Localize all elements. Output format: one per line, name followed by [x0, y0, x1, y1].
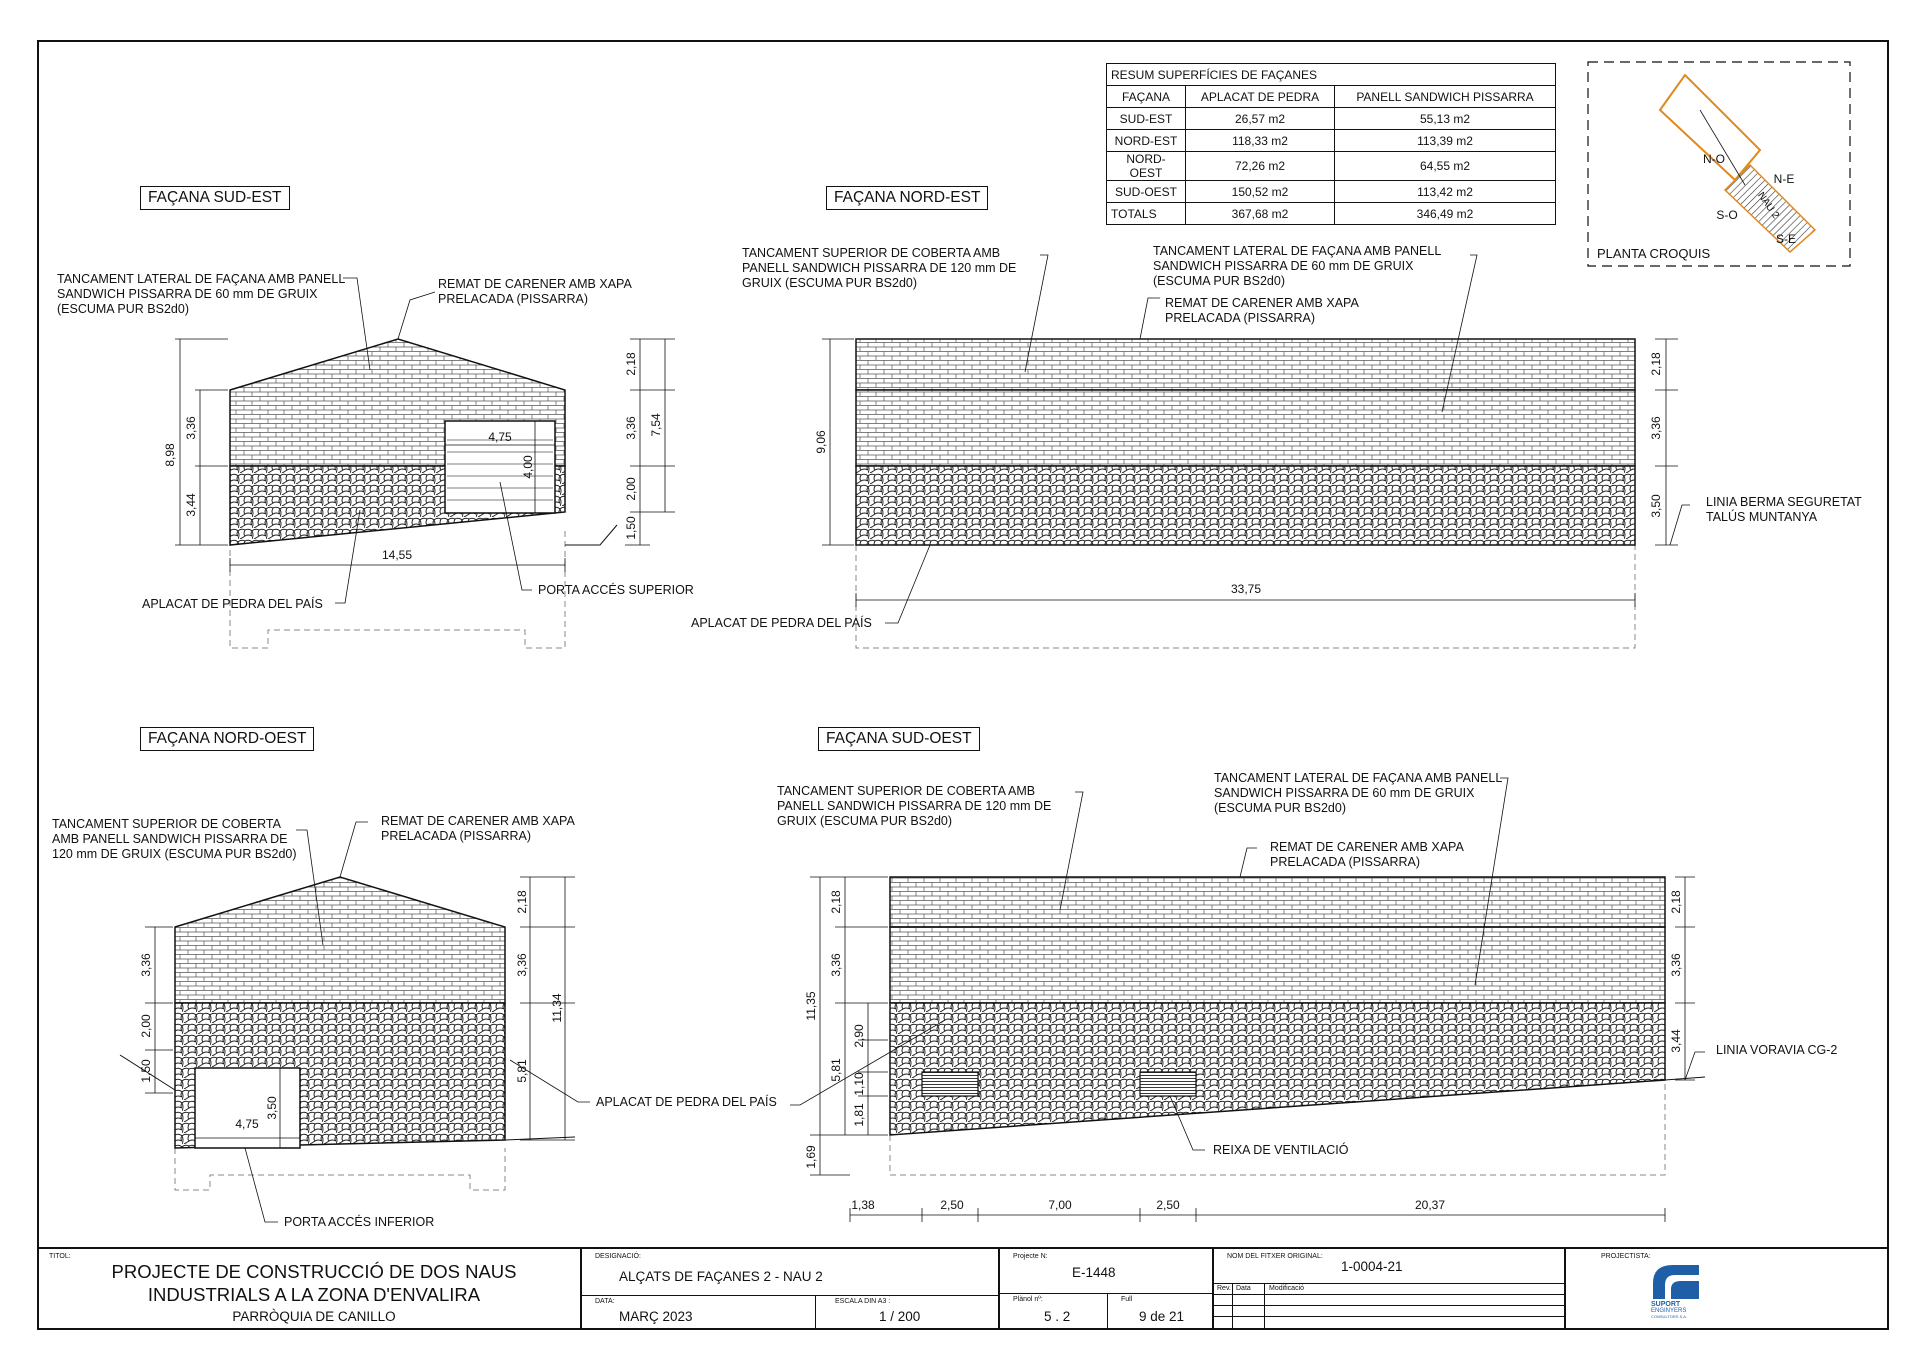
table-row — [1107, 203, 1556, 225]
tb-fitxer-label: NOM DEL FITXER ORIGINAL: — [1227, 1253, 1323, 1260]
dim-no-l-mid: 2,00 — [139, 1014, 153, 1038]
tb-designacio: ALÇATS DE FAÇANES 2 - NAU 2 — [619, 1269, 823, 1284]
dim-no-r-roof: 2,18 — [515, 890, 529, 914]
tb-full-label: Full — [1121, 1296, 1133, 1303]
dim-no-r-total: 11,34 — [550, 993, 564, 1023]
callout-sud-est-lateral: TANCAMENT LATERAL DE FAÇANA AMB PANELL SANDWICH PISSARRA DE 60 mm DE GRUIX (ESCUMA PUR BS2d0) — [57, 272, 345, 316]
dim-ne-r-roof: 2,18 — [1649, 352, 1663, 376]
dim-so-l-low: 5,81 — [829, 1058, 843, 1082]
dim-so-bottom-1: 1,38 — [851, 1198, 875, 1212]
dim-so-l-roof: 2,18 — [829, 890, 843, 914]
tb-full: 9 de 21 — [1139, 1309, 1185, 1324]
tb-projectista-label: PROJECTISTA: — [1601, 1253, 1651, 1260]
callout-sud-oest-voravia: LINIA VORAVIA CG-2 — [1716, 1043, 1838, 1057]
dim-se-door-h: 4,00 — [521, 455, 535, 479]
croquis-se: S-E — [1775, 232, 1797, 246]
cell: 150,52 m2 — [1186, 181, 1335, 203]
callout-nord-est-lateral: TANCAMENT LATERAL DE FAÇANA AMB PANELL SANDWICH PISSARRA DE 60 mm DE GRUIX (ESCUMA PUR BS2d0) — [1153, 244, 1441, 288]
dim-so-bottom-4: 2,50 — [1156, 1198, 1180, 1212]
callout-sud-oest-lateral: TANCAMENT LATERAL DE FAÇANA AMB PANELL SANDWICH PISSARRA DE 60 mm DE GRUIX (ESCUMA PUR BS2d0) — [1214, 771, 1502, 815]
callout-nord-est-remat: REMAT DE CARENER AMB XAPA PRELACADA (PISSARRA) — [1165, 296, 1359, 325]
cell: 55,13 m2 — [1335, 108, 1556, 130]
tb-planol: 5 . 2 — [1044, 1309, 1071, 1324]
tb-fitxer: 1-0004-21 — [1341, 1259, 1403, 1274]
dim-no-l-upper: 3,36 — [139, 953, 153, 977]
cell: 72,26 m2 — [1186, 152, 1335, 181]
dim-se-width: 14,55 — [381, 548, 413, 562]
dim-no-r-mid: 3,36 — [515, 953, 529, 977]
tb-sep — [998, 1249, 1000, 1328]
tb-line — [1214, 1283, 1564, 1284]
dim-se-r-low: 2,00 — [624, 477, 638, 501]
tb-sep — [580, 1249, 582, 1328]
cell: 64,55 m2 — [1335, 152, 1556, 181]
croquis-so: S-O — [1716, 208, 1738, 222]
callout-nord-oest-superior: TANCAMENT SUPERIOR DE COBERTA AMB PANELL SANDWICH PISSARRA DE 120 mm DE GRUIX (ESCUMA PUR BS2d0) — [52, 817, 297, 861]
cell: 367,68 m2 — [1186, 203, 1335, 225]
tb-line — [1000, 1293, 1212, 1294]
dim-ne-total-h: 9,06 — [814, 430, 828, 454]
table-row — [1107, 130, 1556, 152]
dim-so-r-roof: 2,18 — [1669, 890, 1683, 914]
tb-escala: 1 / 200 — [879, 1309, 921, 1324]
tb-line — [1214, 1305, 1564, 1306]
dim-ne-r-low: 3,50 — [1649, 494, 1663, 518]
summary-header-panell: PANELL SANDWICH PISSARRA — [1335, 86, 1556, 108]
callout-sud-est-aplacat: APLACAT DE PEDRA DEL PAÍS — [142, 597, 323, 611]
callout-sud-oest-remat: REMAT DE CARENER AMB XAPA PRELACADA (PISSARRA) — [1270, 840, 1464, 869]
tb-escala-label: ESCALA DIN A3 : — [835, 1298, 891, 1305]
croquis-no: N-O — [1703, 152, 1725, 166]
dim-se-door-w: 4,75 — [488, 430, 512, 444]
dim-so-total-h: 11,35 — [804, 991, 818, 1021]
callout-nord-est-berma: LINIA BERMA SEGURETAT TALÚS MUNTANYA — [1706, 495, 1862, 524]
tb-line — [1214, 1316, 1564, 1317]
dim-so-l-b: 1,10 — [852, 1072, 866, 1096]
tb-modificacio-label: Modificació — [1269, 1285, 1305, 1292]
tb-planol-label: Plànol nº: — [1013, 1296, 1043, 1303]
dim-ne-r-mid: 3,36 — [1649, 416, 1663, 440]
cell: 118,33 m2 — [1186, 130, 1335, 152]
dim-so-bottom-5: 20,37 — [1414, 1198, 1446, 1212]
dim-se-r-mid: 3,36 — [624, 416, 638, 440]
croquis-ne: N-E — [1773, 172, 1795, 186]
title-sud-oest: FAÇANA SUD-OEST — [818, 727, 980, 751]
dim-so-l-d: 1,69 — [804, 1145, 818, 1169]
tb-designacio-label: DESIGNACIÓ: — [595, 1253, 641, 1260]
dim-se-r-base: 1,50 — [624, 516, 638, 540]
surface-summary-table — [1106, 63, 1556, 225]
suport-logo-icon — [1651, 1261, 1701, 1301]
cell: 26,57 m2 — [1186, 108, 1335, 130]
title-block — [39, 1247, 1887, 1328]
table-row — [1107, 181, 1556, 203]
tb-line — [1264, 1283, 1265, 1328]
callout-sud-oest-superior: TANCAMENT SUPERIOR DE COBERTA AMB PANELL SANDWICH PISSARRA DE 120 mm DE GRUIX (ESCUMA PUR BS2d0) — [777, 784, 1052, 828]
summary-table-title: RESUM SUPERFÍCIES DE FAÇANES — [1107, 64, 1556, 86]
cell: SUD-EST — [1107, 108, 1186, 130]
logo-text-2: ENGINYERS — [1651, 1308, 1687, 1314]
suport-logo — [1651, 1261, 1701, 1319]
callout-sud-est-remat: REMAT DE CARENER AMB XAPA PRELACADA (PISSARRA) — [438, 277, 632, 306]
dim-so-r-mid: 3,36 — [1669, 953, 1683, 977]
dim-no-l-base: 1,50 — [139, 1059, 153, 1083]
summary-header-facana: FAÇANA — [1107, 86, 1186, 108]
dim-so-bottom-3: 7,00 — [1048, 1198, 1072, 1212]
tb-line — [1232, 1283, 1233, 1328]
tb-sep — [1564, 1249, 1566, 1328]
cell: 113,42 m2 — [1335, 181, 1556, 203]
dim-so-l-c: 1,81 — [852, 1103, 866, 1127]
dim-so-r-low: 3,44 — [1669, 1029, 1683, 1053]
dim-se-lower: 3,44 — [184, 493, 198, 517]
tb-line — [1107, 1293, 1108, 1328]
callout-nord-est-aplacat: APLACAT DE PEDRA DEL PAÍS — [691, 616, 872, 630]
facade-nord-oest — [120, 822, 590, 1222]
table-row — [1107, 152, 1556, 181]
tb-rev-label: Rev. — [1217, 1285, 1231, 1292]
tb-data: MARÇ 2023 — [619, 1309, 693, 1324]
dim-se-upper: 3,36 — [184, 416, 198, 440]
title-nord-oest: FAÇANA NORD-OEST — [140, 727, 314, 751]
logo-text-3: CONSULTORS S.A. — [1651, 1314, 1688, 1319]
dim-se-r-total: 7,54 — [649, 413, 663, 437]
title-nord-est: FAÇANA NORD-EST — [826, 186, 988, 210]
tb-line — [1214, 1294, 1564, 1295]
dim-so-l-a: 2,90 — [852, 1024, 866, 1048]
cell: TOTALS — [1107, 203, 1186, 225]
tb-rev-data-label: Data — [1236, 1285, 1251, 1292]
dim-ne-width: 33,75 — [1230, 582, 1262, 596]
dim-so-bottom-2: 2,50 — [940, 1198, 964, 1212]
dim-no-door-h: 3,50 — [265, 1096, 279, 1120]
croquis-nau-label: NAU 2 — [1755, 190, 1781, 221]
dim-se-total-h: 8,98 — [163, 443, 177, 467]
cell: 346,49 m2 — [1335, 203, 1556, 225]
summary-header-aplacat: APLACAT DE PEDRA — [1186, 86, 1335, 108]
callout-sud-oest-reixa: REIXA DE VENTILACIÓ — [1213, 1143, 1349, 1157]
croquis-sketch — [1588, 62, 1850, 266]
callout-sud-est-porta: PORTA ACCÉS SUPERIOR — [538, 583, 694, 597]
dim-no-door-w: 4,75 — [235, 1117, 259, 1131]
table-row — [1107, 108, 1556, 130]
tb-projecte: E-1448 — [1072, 1265, 1116, 1280]
tb-titol-label: TITOL: — [49, 1253, 71, 1260]
dim-so-l-mid: 3,36 — [829, 953, 843, 977]
tb-line — [582, 1295, 998, 1296]
logo-text-1: SUPORT — [1651, 1301, 1681, 1308]
title-sud-est: FAÇANA SUD-EST — [140, 186, 290, 210]
tb-title-line2: INDUSTRIALS A LA ZONA D'ENVALIRA — [147, 1284, 481, 1305]
cell: SUD-OEST — [1107, 181, 1186, 203]
cell: NORD-OEST — [1107, 152, 1186, 181]
cell: NORD-EST — [1107, 130, 1186, 152]
callout-nord-oest-remat: REMAT DE CARENER AMB XAPA PRELACADA (PISSARRA) — [381, 814, 575, 843]
croquis-title: PLANTA CROQUIS — [1597, 246, 1711, 261]
callout-nord-est-superior: TANCAMENT SUPERIOR DE COBERTA AMB PANELL SANDWICH PISSARRA DE 120 mm DE GRUIX (ESCUMA PUR BS2d0) — [742, 246, 1017, 290]
callout-nord-oest-porta: PORTA ACCÉS INFERIOR — [284, 1215, 435, 1229]
tb-subtitle: PARRÒQUIA DE CANILLO — [232, 1309, 396, 1324]
callout-nord-oest-aplacat: APLACAT DE PEDRA DEL PAÍS — [596, 1095, 777, 1109]
dim-no-r-low: 5,81 — [515, 1059, 529, 1083]
tb-line — [815, 1295, 816, 1328]
tb-data-label: DATA: — [595, 1298, 615, 1305]
cell: 113,39 m2 — [1335, 130, 1556, 152]
dim-se-r-roof: 2,18 — [624, 352, 638, 376]
tb-title-line1: PROJECTE DE CONSTRUCCIÓ DE DOS NAUS — [111, 1261, 517, 1282]
tb-projecte-label: Projecte N: — [1013, 1253, 1048, 1260]
